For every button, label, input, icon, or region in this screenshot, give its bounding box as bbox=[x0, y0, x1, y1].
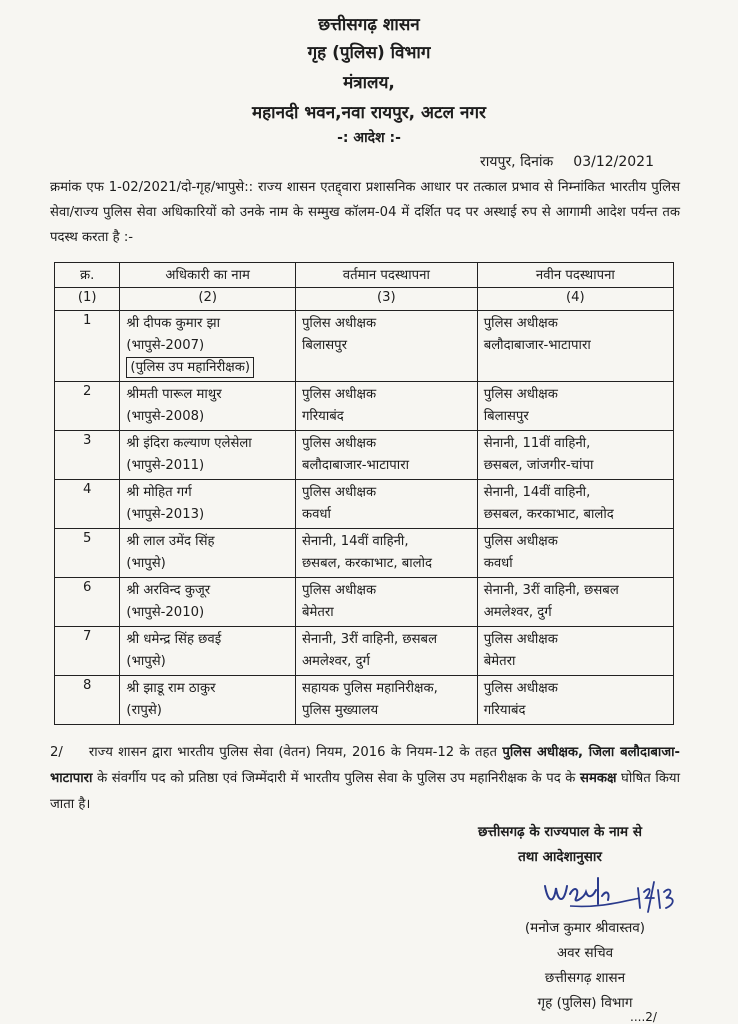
serial-number: 3 bbox=[55, 431, 120, 480]
officer-name: श्री धमेन्द्र सिंह छवई bbox=[126, 632, 222, 647]
current-posting-line: सेनानी, 3रीं वाहिनी, छसबल bbox=[301, 632, 438, 647]
transfer-table bbox=[54, 262, 674, 725]
officer-cell bbox=[120, 676, 296, 725]
officer-name: श्रीमती पारूल माथुर bbox=[126, 387, 222, 402]
new-posting-cell bbox=[477, 578, 673, 627]
dateline-date: 03/12/2021 bbox=[573, 154, 654, 170]
serial-number: 5 bbox=[55, 529, 120, 578]
table-row bbox=[55, 311, 674, 382]
handwritten-signature bbox=[540, 868, 690, 918]
col-number: (3) bbox=[295, 288, 477, 311]
dateline bbox=[480, 152, 654, 171]
officer-rank-line bbox=[126, 357, 289, 379]
current-posting-cell bbox=[295, 529, 477, 578]
signatory-department: गृह (पुलिस) विभाग bbox=[537, 995, 633, 1011]
new-posting-line: सेनानी, 3रीं वाहिनी, छसबल bbox=[483, 583, 619, 598]
current-posting-cell bbox=[295, 431, 477, 480]
intro-text: राज्य शासन एतद्द्वारा प्रशासनिक आधार पर तत्काल प्रभाव से निम्नांकित भारतीय पुलिस सेवा/राज्य पुलिस सेवा अधिकारियों को उनके नाम के सम्मुख कॉलम-04 में दर्शित पद पर अस्थाई रुप से आगामी आदेश पर्यन्त तक पदस्थ करता है :- bbox=[50, 180, 680, 245]
new-posting-line: बिलासपुर bbox=[483, 409, 529, 424]
current-posting-line: पुलिस अधीक्षक bbox=[301, 485, 377, 500]
new-posting-line: छसबल, करकाभाट, बालोद bbox=[483, 507, 614, 522]
para2-text-b: के संवर्गीय पद को प्रतिष्ठा एवं जिम्मेंदारी में भारतीय पुलिस सेवा के पुलिस उप महानिरीक्षक के पद के bbox=[92, 771, 581, 786]
new-posting-cell bbox=[477, 431, 673, 480]
current-posting-line: अमलेश्वर, दुर्ग bbox=[301, 654, 370, 669]
table-row bbox=[55, 529, 674, 578]
officer-cell bbox=[120, 480, 296, 529]
signatory-state: छत्तीसगढ़ शासन bbox=[544, 970, 626, 986]
table-row bbox=[55, 480, 674, 529]
signatory-name: (मनोज कुमार श्रीवास्तव) bbox=[524, 920, 646, 936]
current-posting-cell bbox=[295, 627, 477, 676]
current-posting-line: पुलिस अधीक्षक bbox=[301, 387, 377, 402]
current-posting-cell bbox=[295, 578, 477, 627]
current-posting-cell bbox=[295, 676, 477, 725]
current-posting-line: सहायक पुलिस महानिरीक्षक, bbox=[301, 681, 438, 696]
new-posting-line: सेनानी, 14वीं वाहिनी, bbox=[483, 485, 591, 500]
header-government: छत्तीसगढ़ शासन bbox=[318, 15, 420, 35]
new-posting-line: गरियाबंद bbox=[483, 703, 526, 718]
table-header-row bbox=[55, 263, 674, 288]
col-header-officer: अधिकारी का नाम bbox=[120, 263, 296, 288]
para2-bold-a: पुलिस अधीक्षक, जिला बलौदाबाजा-भाटापारा bbox=[50, 745, 680, 786]
officer-cell bbox=[120, 529, 296, 578]
officer-batch: (भापुसे-2010) bbox=[126, 605, 205, 620]
dateline-place: रायपुर, दिनांक bbox=[480, 154, 554, 170]
new-posting-line: बेमेतरा bbox=[483, 654, 516, 669]
signature-authority-line2: तथा आदेशानुसार bbox=[518, 849, 602, 865]
officer-name: श्री दीपक कुमार झा bbox=[126, 316, 220, 331]
officer-name: श्री मोहित गर्ग bbox=[126, 485, 192, 500]
col-header-new: नवीन पदस्थापना bbox=[477, 263, 673, 288]
signatory-designation: अवर सचिव bbox=[556, 945, 614, 961]
new-posting-cell bbox=[477, 382, 673, 431]
officer-name: श्री झाडू राम ठाकुर bbox=[126, 681, 216, 696]
current-posting-line: बेमेतरा bbox=[301, 605, 334, 620]
new-posting-cell bbox=[477, 627, 673, 676]
table-row bbox=[55, 676, 674, 725]
current-posting-line: पुलिस अधीक्षक bbox=[301, 583, 377, 598]
new-posting-line: पुलिस अधीक्षक bbox=[483, 387, 558, 402]
signature-authority-line1: छत्तीसगढ़ के राज्यपाल के नाम से bbox=[478, 824, 642, 840]
new-posting-cell bbox=[477, 529, 673, 578]
header-address: महानदी भवन,नवा रायपुर, अटल नगर bbox=[251, 103, 487, 123]
officer-cell bbox=[120, 431, 296, 480]
new-posting-cell bbox=[477, 311, 673, 382]
header-order-title: -: आदेश :- bbox=[337, 130, 401, 146]
new-posting-line: पुलिस अधीक्षक bbox=[483, 534, 558, 549]
table-row bbox=[55, 431, 674, 480]
table-row bbox=[55, 627, 674, 676]
current-posting-line: बलौदाबाजार-भाटापारा bbox=[301, 458, 410, 473]
serial-number: 8 bbox=[55, 676, 120, 725]
current-posting-line: कवर्धा bbox=[301, 507, 331, 522]
officer-cell bbox=[120, 578, 296, 627]
para2-text-a: राज्य शासन द्वारा भारतीय पुलिस सेवा (वेतन) नियम, 2016 के नियम-12 के तहत bbox=[88, 745, 503, 760]
current-posting-line: पुलिस अधीक्षक bbox=[301, 436, 377, 451]
officer-cell bbox=[120, 627, 296, 676]
current-posting-line: छसबल, करकाभाट, बालोद bbox=[301, 556, 433, 571]
header-ministry: मंत्रालय, bbox=[343, 73, 395, 93]
new-posting-line: बलौदाबाजार-भाटापारा bbox=[483, 338, 591, 353]
current-posting-cell bbox=[295, 382, 477, 431]
col-number: (1) bbox=[55, 288, 120, 311]
new-posting-cell bbox=[477, 480, 673, 529]
header-department: गृह (पुलिस) विभाग bbox=[307, 43, 431, 63]
officer-batch: (भापुसे) bbox=[126, 654, 166, 669]
table-number-row bbox=[55, 288, 674, 311]
col-header-current: वर्तमान पदस्थापना bbox=[295, 263, 477, 288]
new-posting-cell bbox=[477, 676, 673, 725]
current-posting-line: पुलिस अधीक्षक bbox=[301, 316, 377, 331]
table-row bbox=[55, 382, 674, 431]
current-posting-line: पुलिस मुख्यालय bbox=[301, 703, 379, 718]
new-posting-line: कवर्धा bbox=[483, 556, 513, 571]
officer-batch: (भापुसे-2008) bbox=[126, 409, 205, 424]
serial-number: 1 bbox=[55, 311, 120, 382]
paragraph-2 bbox=[50, 740, 680, 818]
officer-batch: (रापुसे) bbox=[126, 703, 162, 718]
col-number: (2) bbox=[120, 288, 296, 311]
page-continuation: ....2/ bbox=[630, 1010, 657, 1024]
col-number: (4) bbox=[477, 288, 673, 311]
officer-batch: (भापुसे-2011) bbox=[126, 458, 205, 473]
col-header-serial: क्र. bbox=[55, 263, 120, 288]
new-posting-line: सेनानी, 11वीं वाहिनी, bbox=[483, 436, 591, 451]
new-posting-line: छसबल, जांजगीर-चांपा bbox=[483, 458, 594, 473]
table-row bbox=[55, 578, 674, 627]
current-posting-cell bbox=[295, 311, 477, 382]
officer-rank: (पुलिस उप महानिरीक्षक) bbox=[126, 357, 254, 378]
officer-batch: (भापुसे-2013) bbox=[126, 507, 205, 522]
officer-name: श्री लाल उमेंद सिंह bbox=[126, 534, 215, 549]
officer-batch: (भापुसे) bbox=[126, 556, 166, 571]
current-posting-line: सेनानी, 14वीं वाहिनी, bbox=[301, 534, 409, 549]
para2-bold-b: समकक्ष bbox=[580, 771, 617, 786]
officer-cell bbox=[120, 311, 296, 382]
para2-text-c: घोषित किया जाता है। bbox=[50, 771, 680, 812]
intro-paragraph bbox=[50, 175, 680, 250]
officer-name: श्री अरविन्द कुजूर bbox=[126, 583, 211, 598]
serial-number: 7 bbox=[55, 627, 120, 676]
current-posting-line: गरियाबंद bbox=[301, 409, 344, 424]
current-posting-line: बिलासपुर bbox=[301, 338, 348, 353]
serial-number: 4 bbox=[55, 480, 120, 529]
paragraph-number: 2/ bbox=[50, 745, 63, 760]
officer-name: श्री इंदिरा कल्याण एलेसेला bbox=[126, 436, 252, 451]
serial-number: 6 bbox=[55, 578, 120, 627]
table-body bbox=[55, 311, 674, 725]
officer-cell bbox=[120, 382, 296, 431]
serial-number: 2 bbox=[55, 382, 120, 431]
new-posting-line: पुलिस अधीक्षक bbox=[483, 632, 558, 647]
new-posting-line: पुलिस अधीक्षक bbox=[483, 316, 558, 331]
new-posting-line: पुलिस अधीक्षक bbox=[483, 681, 558, 696]
officer-batch: (भापुसे-2007) bbox=[126, 338, 205, 353]
new-posting-line: अमलेश्वर, दुर्ग bbox=[483, 605, 552, 620]
order-reference: क्रमांक एफ 1-02/2021/दो-गृह/भापुसे:: bbox=[50, 180, 254, 195]
current-posting-cell bbox=[295, 480, 477, 529]
